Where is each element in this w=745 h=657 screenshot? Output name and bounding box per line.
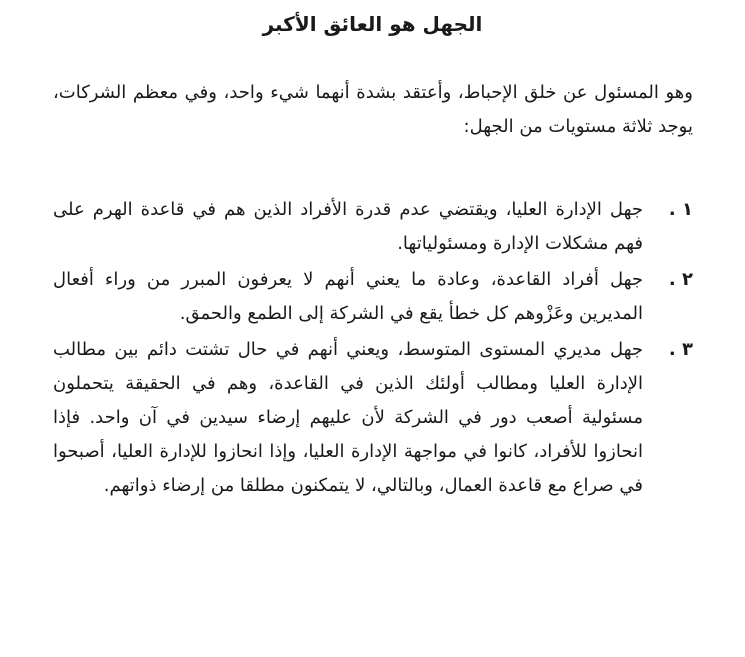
list-item	[53, 263, 693, 331]
list-item	[53, 333, 693, 503]
list-item-text: جهل الإدارة العليا، ويقتضي عدم قدرة الأفراد الذين هم في قاعدة الهرم على فهم مشكلات الإدارة ومسئولياتها.	[53, 199, 643, 254]
list-item-text: جهل أفراد القاعدة، وعادة ما يعني أنهم لا يعرفون المبرر من وراء أفعال المديرين وعَزْوهم كل خطأ يقع في الشركة إلى الطمع والحمق.	[53, 269, 643, 324]
page-title: الجهل هو العائق الأكبر	[262, 12, 483, 36]
list-item	[53, 193, 693, 261]
intro-paragraph: وهو المسئول عن خلق الإحباط، وأعتقد بشدة أنهما شيء واحد، وفي معظم الشركات، يوجد ثلاثة مستويات من الجهل:	[53, 82, 693, 137]
list-item-number: ٣ .	[668, 339, 693, 360]
list-item-number: ٢ .	[668, 269, 693, 290]
list-item-text: جهل مديري المستوى المتوسط، ويعني أنهم في حال تشتت دائم بين مطالب الإدارة العليا ومطالب أولئك الذين في القاعدة، وهم في الحقيقة يتحملون مسئولية أصعب دور في الشركة لأن عليهم إرضاء سيدين في آن واحد. فإذا انحازوا للأفراد، كانوا في مواجهة الإدارة العليا، وإذا انحازوا للإدارة العليا، أصبحوا في صراع مع قاعدة العمال، وبالتالي، لا يتمكنون مطلقا من إرضاء ذواتهم.	[53, 339, 643, 496]
list-item-number: ١ .	[668, 199, 693, 220]
ignorance-levels-list	[53, 193, 693, 505]
